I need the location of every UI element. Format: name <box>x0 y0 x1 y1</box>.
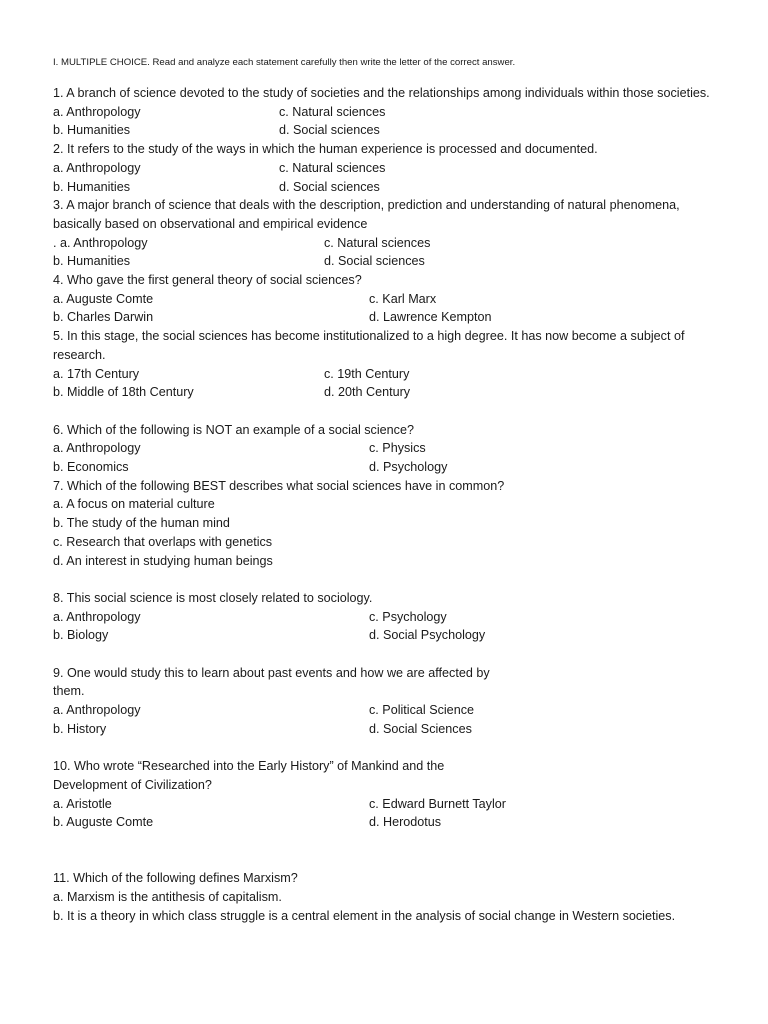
question-9-options <box>53 701 713 738</box>
option-c: c. Research that overlaps with genetics <box>53 534 273 549</box>
option-a: a. Aristotle <box>53 796 112 811</box>
blank-line <box>53 739 713 758</box>
option-b: b. Charles Darwin <box>53 310 154 325</box>
option-c: c. Physics <box>369 441 426 456</box>
question-4-options <box>53 290 713 327</box>
option-a: a. 17th Century <box>53 366 140 381</box>
question-1: 1. A branch of science devoted to the study of societies and the relationships among individuals within those societies. <box>53 86 710 100</box>
option-a: a. Anthropology <box>53 703 141 718</box>
option-b: b. Humanities <box>53 179 130 194</box>
option-d: d. Social sciences <box>279 179 380 194</box>
option-c: c. Natural sciences <box>324 235 431 250</box>
option-c: c. Natural sciences <box>279 104 386 119</box>
option-b: b. It is a theory in which class struggle is a central element in the analysis of social change in Western societies. <box>53 908 676 923</box>
option-c: c. 19th Century <box>324 366 410 381</box>
option-a: . a. Anthropology <box>53 235 148 250</box>
option-c: c. Edward Burnett Taylor <box>369 796 506 811</box>
option-b: b. Humanities <box>53 254 130 269</box>
question-6-options <box>53 439 713 476</box>
question-3-options <box>53 234 713 271</box>
blank-line <box>53 645 713 664</box>
option-b: b. Auguste Comte <box>53 815 154 830</box>
blank-line <box>53 832 713 869</box>
option-a: a. Marxism is the antithesis of capitalism. <box>53 890 282 905</box>
option-b: b. Biology <box>53 628 109 643</box>
option-a: a. Anthropology <box>53 160 141 175</box>
question-11: 11. Which of the following defines Marxism? <box>53 871 298 886</box>
option-b: b. The study of the human mind <box>53 516 230 531</box>
option-c: c. Psychology <box>369 609 447 624</box>
option-a: a. Anthropology <box>53 609 141 624</box>
blank-line <box>53 570 713 589</box>
option-d: d. Psychology <box>369 460 448 475</box>
option-b: b. Middle of 18th Century <box>53 385 194 400</box>
option-b: b. Economics <box>53 460 129 475</box>
question-2-options <box>53 159 713 196</box>
option-d: d. Social sciences <box>279 123 380 138</box>
question-9: 9. One would study this to learn about past events and how we are affected by them. <box>53 665 490 699</box>
option-c: c. Natural sciences <box>279 160 386 175</box>
option-d: d. 20th Century <box>324 385 411 400</box>
option-a: a. Anthropology <box>53 104 141 119</box>
option-d: d. Herodotus <box>369 815 442 830</box>
question-1-options <box>53 103 713 140</box>
question-10-options <box>53 795 713 832</box>
option-d: d. Social Sciences <box>369 721 472 736</box>
question-5: 5. In this stage, the social sciences has become institutionalized to a high degree. It has now become a subject of research. <box>53 329 685 362</box>
blank-line <box>53 402 713 421</box>
option-a: a. A focus on material culture <box>53 497 215 512</box>
question-8-options <box>53 608 713 645</box>
option-a: a. Anthropology <box>53 441 141 456</box>
option-d: d. Lawrence Kempton <box>369 310 492 325</box>
question-2: 2. It refers to the study of the ways in which the human experience is processed and documented. <box>53 142 598 157</box>
option-d: d. An interest in studying human beings <box>53 553 273 568</box>
option-c: c. Political Science <box>369 703 474 718</box>
worksheet-page <box>53 56 713 926</box>
question-5-options <box>53 365 713 402</box>
option-c: c. Karl Marx <box>369 291 437 306</box>
question-6: 6. Which of the following is NOT an example of a social science? <box>53 422 414 437</box>
question-8: 8. This social science is most closely related to sociology. <box>53 590 373 605</box>
question-7: 7. Which of the following BEST describes what social sciences have in common? <box>53 478 505 493</box>
question-10: 10. Who wrote “Researched into the Early History” of Mankind and the Development of Civilization? <box>53 759 445 792</box>
question-4: 4. Who gave the first general theory of social sciences? <box>53 273 362 288</box>
option-b: b. History <box>53 721 107 736</box>
question-3: 3. A major branch of science that deals with the description, prediction and understanding of natural phenomena, basically based on observational and empirical evidence <box>53 198 680 231</box>
option-b: b. Humanities <box>53 123 130 138</box>
option-a: a. Auguste Comte <box>53 291 154 306</box>
instructions: I. MULTIPLE CHOICE. Read and analyze each statement carefully then write the letter of the correct answer. <box>53 57 516 68</box>
option-d: d. Social sciences <box>324 254 425 269</box>
option-d: d. Social Psychology <box>369 628 486 643</box>
